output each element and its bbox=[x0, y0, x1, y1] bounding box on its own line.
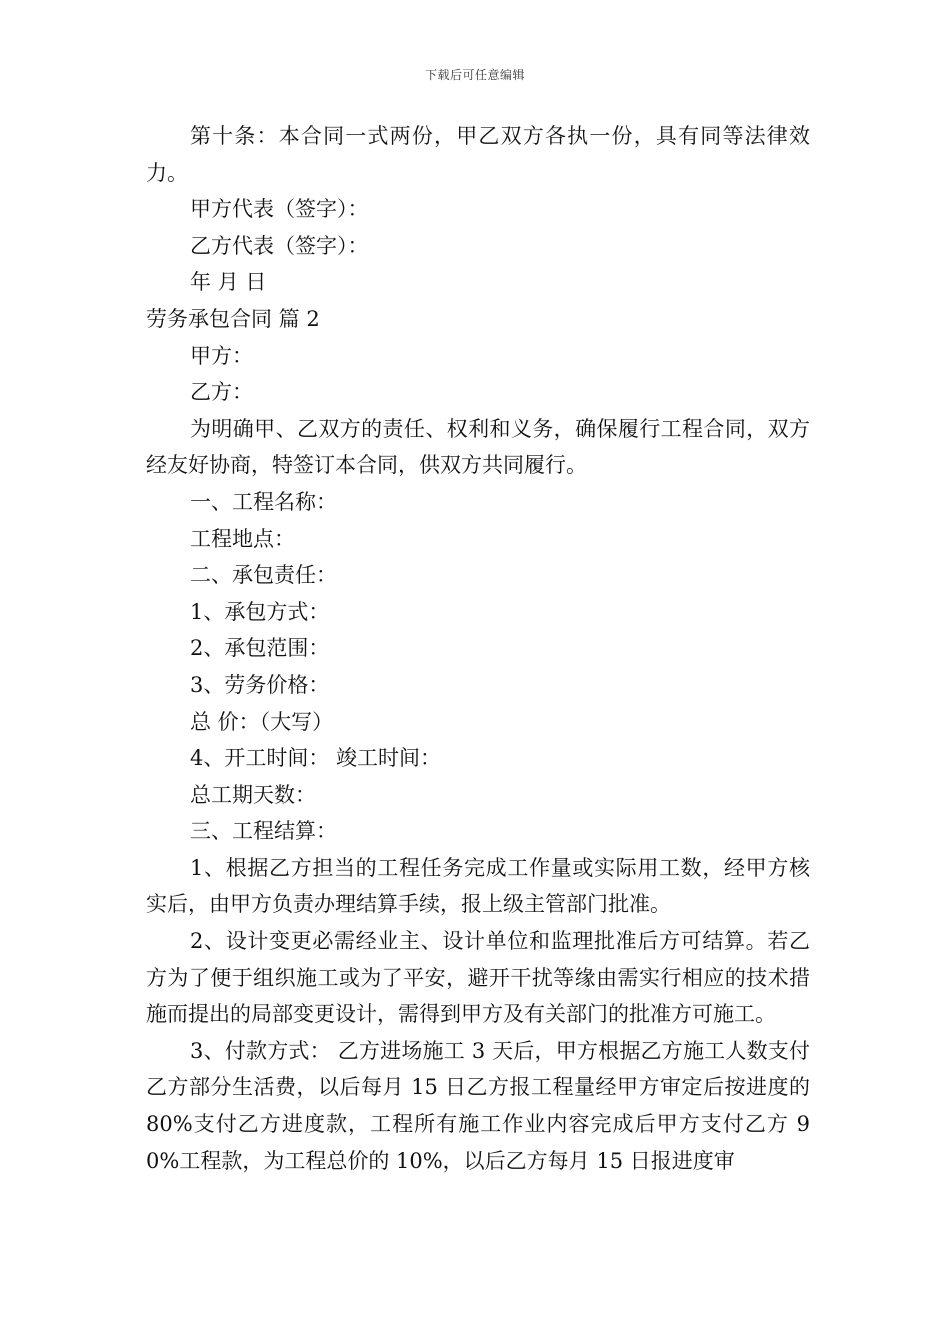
section-title: 劳务承包合同 篇 2 bbox=[146, 306, 320, 331]
paragraph-total-price: 总 价：（大写） bbox=[190, 709, 334, 734]
paragraph-contract-scope: 2、承包范围： bbox=[190, 636, 330, 661]
paragraph-contract-responsibility: 二、承包责任： bbox=[190, 563, 337, 588]
paragraph-start-end-time: 4、开工时间： 竣工时间： bbox=[190, 746, 442, 771]
paragraph-settlement-item-2: 2、设计变更必需经业主、设计单位和监理批准后方可结算。若乙方为了便于组织施工或为了平安，避开干扰等缘由需实行相应的技术措施而提出的局部变更设计，需得到甲方及有关部门的批准方可施工。 bbox=[146, 929, 810, 1027]
paragraph-project-name: 一、工程名称： bbox=[190, 489, 337, 514]
paragraph-preamble: 为明确甲、乙双方的责任、权利和义务，确保履行工程合同，双方经友好协商，特签订本合同，供双方共同履行。 bbox=[146, 416, 810, 478]
paragraph-settlement: 三、工程结算： bbox=[190, 819, 337, 844]
paragraph-project-location: 工程地点： bbox=[190, 526, 295, 551]
document-body bbox=[146, 118, 810, 1179]
paragraph-party-b: 乙方： bbox=[190, 380, 253, 405]
paragraph-contract-method: 1、承包方式： bbox=[190, 599, 330, 624]
paragraph-party-a-signature: 甲方代表（签字）： bbox=[190, 197, 369, 222]
paragraph-article-ten: 第十条：本合同一式两份，甲乙双方各执一份，具有同等法律效力。 bbox=[146, 124, 810, 185]
page-header: 下载后可任意编辑 bbox=[424, 68, 525, 82]
paragraph-party-a: 甲方： bbox=[190, 343, 253, 368]
paragraph-payment-method: 3、付款方式： 乙方进场施工 3 天后，甲方根据乙方施工人数支付乙方部分生活费，以后每月 15 日乙方报工程量经甲方审定后按进度的 80%支付乙方进度款，工程所有施工作业内容完成后甲方支付乙方 90%工程款，为工程总价的 10%，以后乙方每月 15 日报进度审 bbox=[146, 1038, 810, 1173]
paragraph-party-b-signature: 乙方代表（签字）： bbox=[190, 233, 369, 258]
paragraph-labor-price: 3、劳务价格： bbox=[190, 672, 330, 697]
paragraph-date: 年 月 日 bbox=[190, 270, 267, 295]
paragraph-settlement-item-1: 1、根据乙方担当的工程任务完成工作量或实际用工数，经甲方核实后，由甲方负责办理结算手续，报上级主管部门批准。 bbox=[146, 855, 810, 917]
paragraph-total-days: 总工期天数： bbox=[190, 782, 316, 807]
